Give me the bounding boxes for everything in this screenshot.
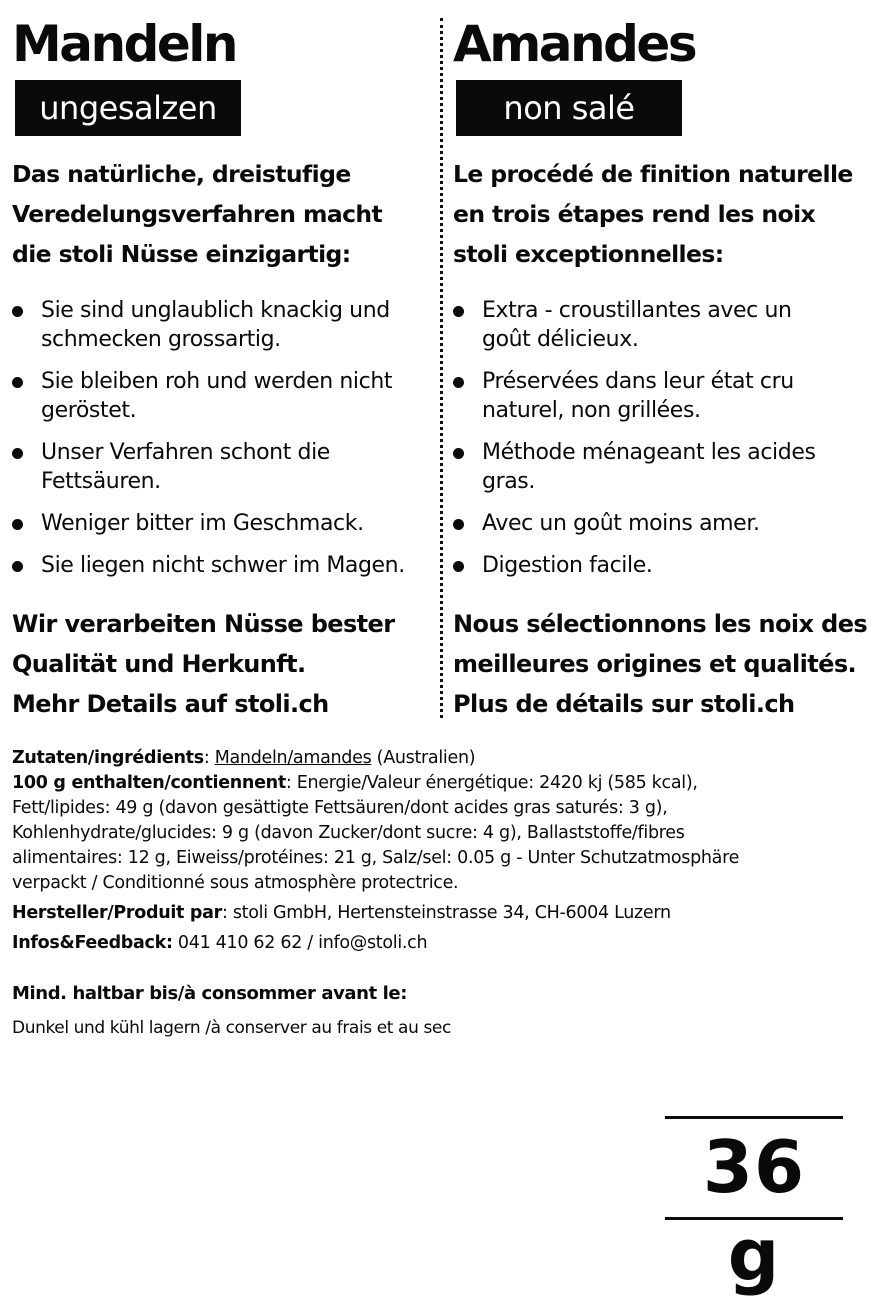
intro-line: en trois étapes rend les noix [453, 200, 816, 228]
bullet-icon [453, 561, 464, 572]
intro-line: stoli exceptionnelles: [453, 240, 724, 268]
bullet-icon [12, 448, 23, 459]
bullet-icon [12, 306, 23, 317]
list-item: Avec un goût moins amer. [453, 509, 883, 538]
nutrition-facts: 100 g enthalten/contiennent: Energie/Valeur énergétique: 2420 kj (585 kcal), Fett/lipides: 49 g (davon gesättigte Fettsäuren/dont acides gras saturés: 3 g), Kohlenhydrate/glucides: 9 g (davon Zucker/dont sucre: 4 g), Ballaststoffe/fibres alimentaires: 12 g, Eiweiss/protéines: 21 g, Salz/sel: 0.05 g - Unter Schutzatmosphäre verpackt / Conditionné sous atmosphère protectrice. [12, 773, 740, 893]
list-item: Sie bleiben roh und werden nicht geröstet. [12, 367, 428, 425]
outro-text-fr [453, 604, 883, 724]
outro-line: Wir verarbeiten Nüsse bester [12, 610, 395, 638]
list-item: Extra - croustillantes avec un goût délicieux. [453, 296, 883, 354]
list-item: Méthode ménageant les acides gras. [453, 438, 883, 496]
product-info [12, 746, 872, 956]
variant-tag-fr: non salé [456, 80, 682, 136]
outro-line: meilleures origines et qualités. [453, 650, 857, 678]
bullet-icon [12, 377, 23, 388]
benefit-list-de [12, 296, 428, 593]
list-item: Unser Verfahren schont die Fettsäuren. [12, 438, 428, 496]
intro-line: Veredelungsverfahren macht [12, 200, 383, 228]
bullet-icon [453, 448, 464, 459]
product-title-fr: Amandes [453, 15, 696, 73]
list-item: Sie sind unglaublich knackig und schmecken grossartig. [12, 296, 428, 354]
outro-text-de [12, 604, 428, 724]
producer-line: Hersteller/Produit par: stoli GmbH, Hertensteinstrasse 34, CH-6004 Luzern [12, 903, 671, 923]
list-item: Sie liegen nicht schwer im Magen. [12, 551, 428, 580]
ingredients-value: Mandeln/amandes [214, 748, 372, 768]
intro-text-de [12, 154, 428, 274]
bullet-icon [453, 377, 464, 388]
list-item: Digestion facile. [453, 551, 883, 580]
outro-line: Qualität und Herkunft. [12, 650, 306, 678]
bullet-icon [12, 519, 23, 530]
outro-line: Plus de détails sur stoli.ch [453, 690, 795, 718]
intro-line: die stoli Nüsse einzigartig: [12, 240, 351, 268]
best-before-label: Mind. haltbar bis/à consommer avant le: [12, 983, 408, 1004]
bullet-icon [453, 519, 464, 530]
net-weight-box [665, 1116, 843, 1297]
list-item: Weniger bitter im Geschmack. [12, 509, 428, 538]
list-item: Préservées dans leur état cru naturel, non grillées. [453, 367, 883, 425]
intro-text-fr [453, 154, 883, 274]
dotted-divider [440, 18, 443, 718]
outro-line: Nous sélectionnons les noix des [453, 610, 868, 638]
net-weight: 36 g [702, 1125, 806, 1297]
variant-tag-de: ungesalzen [15, 80, 241, 136]
product-title-de: Mandeln [12, 15, 237, 73]
intro-line: Das natürliche, dreistufige [12, 160, 351, 188]
intro-line: Le procédé de finition naturelle [453, 160, 853, 188]
storage-instructions: Dunkel und kühl lagern /à conserver au frais et au sec [12, 1018, 451, 1038]
feedback-line: Infos&Feedback: 041 410 62 62 / info@stoli.ch [12, 933, 428, 953]
bullet-icon [453, 306, 464, 317]
bullet-icon [12, 561, 23, 572]
benefit-list-fr [453, 296, 883, 593]
ingredients-line: Zutaten/ingrédients: Mandeln/amandes (Australien) [12, 748, 476, 768]
outro-line: Mehr Details auf stoli.ch [12, 690, 329, 718]
